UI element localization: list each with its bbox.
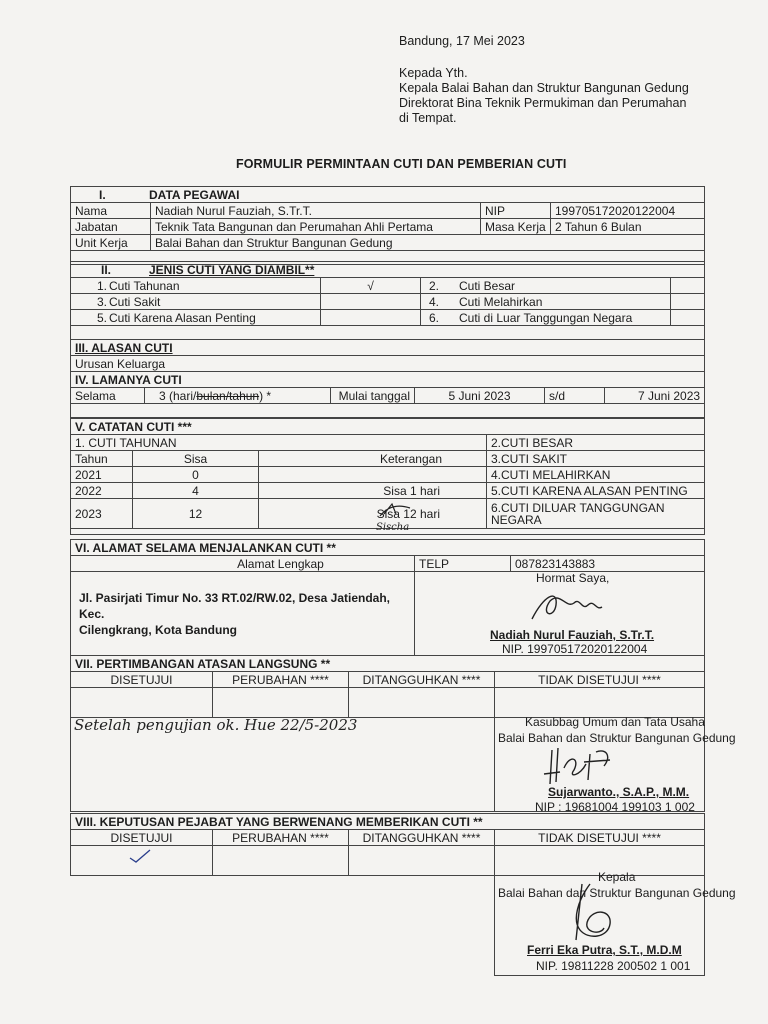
jenis-cuti-2: 2. Cuti Besar — [421, 278, 671, 294]
section-data-pegawai — [70, 186, 705, 265]
table-row-keterangan — [259, 467, 487, 483]
handwritten-note: Setelah pengujian ok. Hue 22/5-2023 — [74, 716, 358, 734]
hormat-saya: Hormat Saya, — [536, 571, 610, 585]
nama-value: Nadiah Nurul Fauziah, S.Tr.T. — [151, 203, 481, 219]
section-6-header: VI. ALAMAT SELAMA MENJALANKAN CUTI ** — [71, 540, 705, 556]
col-ditangguhkan: DITANGGUHKAN **** — [349, 830, 495, 846]
place-date: Bandung, 17 Mei 2023 — [399, 34, 525, 48]
pejabat-nip: NIP. 19811228 200502 1 001 — [536, 959, 691, 973]
jenis-cuti-3-check — [321, 294, 421, 310]
section-4-header: IV. LAMANYA CUTI — [71, 372, 705, 388]
cuti-tahunan-subheader: 1. CUTI TAHUNAN — [71, 435, 487, 451]
nip-label: NIP — [481, 203, 551, 219]
cuti-alasan-penting-label: 5.CUTI KARENA ALASAN PENTING — [487, 483, 705, 499]
col-tidak-disetujui: TIDAK DISETUJUI **** — [495, 830, 705, 846]
pejabat-signature — [560, 880, 620, 944]
col-perubahan: PERUBAHAN **** — [213, 830, 349, 846]
cell-disetujui — [71, 688, 213, 718]
pemohon-name: Nadiah Nurul Fauziah, S.Tr.T. — [490, 628, 655, 642]
spacer-row — [71, 326, 705, 340]
table-row-sisa: 4 — [133, 483, 259, 499]
col-disetujui: DISETUJUI — [71, 830, 213, 846]
atasan-office-1: Kasubbag Umum dan Tata Usaha — [525, 715, 705, 729]
section-alasan-lamanya — [70, 339, 705, 418]
table-row-sisa: 12 — [133, 499, 259, 529]
col-perubahan: PERUBAHAN **** — [213, 672, 349, 688]
to-line-1: Kepada Yth. — [399, 66, 468, 80]
cell-ditangguhkan — [349, 688, 495, 718]
alamat-label: Alamat Lengkap — [71, 556, 415, 572]
jenis-cuti-1-check: √ — [321, 278, 421, 294]
section-jenis-cuti — [70, 261, 705, 340]
jabatan-value: Teknik Tata Bangunan dan Perumahan Ahli Pertama — [151, 219, 481, 235]
alamat-value: Jl. Pasirjati Timur No. 33 RT.02/RW.02, Desa Jatiendah, Kec. Cilengkrang, Kota Bandung — [71, 572, 415, 656]
cuti-luar-tanggungan-label: 6.CUTI DILUAR TANGGUNGAN NEGARA — [487, 499, 705, 529]
unit-kerja-value: Balai Bahan dan Struktur Bangunan Gedung — [151, 235, 705, 251]
col-ditangguhkan: DITANGGUHKAN **** — [349, 672, 495, 688]
pemohon-signature — [526, 585, 606, 627]
pejabat-name: Ferri Eka Putra, S.T., M.D.M — [527, 943, 682, 957]
jenis-cuti-6-check — [671, 310, 705, 326]
table-row-keterangan: Sisa 12 hari — [259, 499, 487, 529]
cell-perubahan — [213, 846, 349, 876]
table-row-tahun: 2023 — [71, 499, 133, 529]
sd-label: s/d — [545, 388, 605, 404]
form-title: FORMULIR PERMINTAAN CUTI DAN PEMBERIAN CUTI — [236, 157, 567, 171]
jabatan-label: Jabatan — [71, 219, 151, 235]
col-tahun: Tahun — [71, 451, 133, 467]
jenis-cuti-5-check — [321, 310, 421, 326]
jenis-cuti-4-check — [671, 294, 705, 310]
spacer-row — [71, 404, 705, 418]
atasan-name: Sujarwanto., S.A.P., M.M. — [548, 785, 690, 799]
alasan-cuti-value: Urusan Keluarga — [71, 356, 705, 372]
durasi-value: 3 (hari/bulan/tahun) * — [145, 388, 331, 404]
section-5-header: V. CATATAN CUTI *** — [71, 419, 705, 435]
table-row-sisa: 0 — [133, 467, 259, 483]
nip-value: 199705172020122004 — [551, 203, 705, 219]
table-row-keterangan: Sisa 1 hari — [259, 483, 487, 499]
jenis-cuti-5: 5. Cuti Karena Alasan Penting — [71, 310, 321, 326]
masa-kerja-label: Masa Kerja — [481, 219, 551, 235]
cuti-melahirkan-label: 4.CUTI MELAHIRKAN — [487, 467, 705, 483]
unit-kerja-label: Unit Kerja — [71, 235, 151, 251]
jenis-cuti-4: 4. Cuti Melahirkan — [421, 294, 671, 310]
sampai-tanggal-value: 7 Juni 2023 — [605, 388, 705, 404]
jenis-cuti-6: 6. Cuti di Luar Tanggungan Negara — [421, 310, 671, 326]
mulai-tanggal-value: 5 Juni 2023 — [415, 388, 545, 404]
col-sisa: Sisa — [133, 451, 259, 467]
to-line-3: Direktorat Bina Teknik Permukiman dan Perumahan — [399, 96, 687, 110]
atasan-signature — [540, 744, 630, 788]
jenis-cuti-1: 1. Cuti Tahunan — [71, 278, 321, 294]
masa-kerja-value: 2 Tahun 6 Bulan — [551, 219, 705, 235]
selama-label: Selama — [71, 388, 145, 404]
jenis-cuti-2-check — [671, 278, 705, 294]
section-7-header: VII. PERTIMBANGAN ATASAN LANGSUNG ** — [71, 656, 705, 672]
section-3-header: III. ALASAN CUTI — [71, 340, 705, 356]
pemohon-nip: NIP. 199705172020122004 — [502, 642, 648, 656]
to-line-2: Kepala Balai Bahan dan Struktur Bangunan Gedung — [399, 81, 689, 95]
cuti-besar-label: 2.CUTI BESAR — [487, 435, 705, 451]
mulai-tanggal-label: Mulai tanggal — [331, 388, 415, 404]
table-row-tahun: 2022 — [71, 483, 133, 499]
atasan-office-2: Balai Bahan dan Struktur Bangunan Gedung — [498, 731, 736, 745]
table-row-tahun: 2021 — [71, 467, 133, 483]
telp-value: 087823143883 — [511, 556, 705, 572]
cuti-sakit-label: 3.CUTI SAKIT — [487, 451, 705, 467]
section-2-header: II. JENIS CUTI YANG DIAMBIL** — [71, 262, 705, 278]
pejabat-office-1: Kepala — [598, 870, 636, 884]
atasan-nip: NIP : 19681004 199103 1 002 — [535, 800, 695, 814]
section-1-header: I. DATA PEGAWAI — [71, 187, 705, 203]
cell-tidak-disetujui — [495, 688, 705, 718]
cell-ditangguhkan — [349, 846, 495, 876]
jenis-cuti-3: 3. Cuti Sakit — [71, 294, 321, 310]
pejabat-office-2: Balai Bahan dan Struktur Bangunan Gedung — [498, 886, 736, 900]
paraf-signature — [378, 500, 414, 522]
col-tidak-disetujui: TIDAK DISETUJUI **** — [495, 672, 705, 688]
nama-label: Nama — [71, 203, 151, 219]
cell-perubahan — [213, 688, 349, 718]
telp-label: TELP — [415, 556, 511, 572]
section-8-header: VIII. KEPUTUSAN PEJABAT YANG BERWENANG MEMBERIKAN CUTI ** — [71, 814, 705, 830]
annotation-handwritten: Sischa — [376, 522, 410, 533]
col-keterangan: Keterangan — [259, 451, 487, 467]
checkmark-icon — [128, 848, 152, 864]
col-disetujui: DISETUJUI — [71, 672, 213, 688]
blank-area — [71, 876, 495, 976]
to-line-4: di Tempat. — [399, 111, 457, 125]
